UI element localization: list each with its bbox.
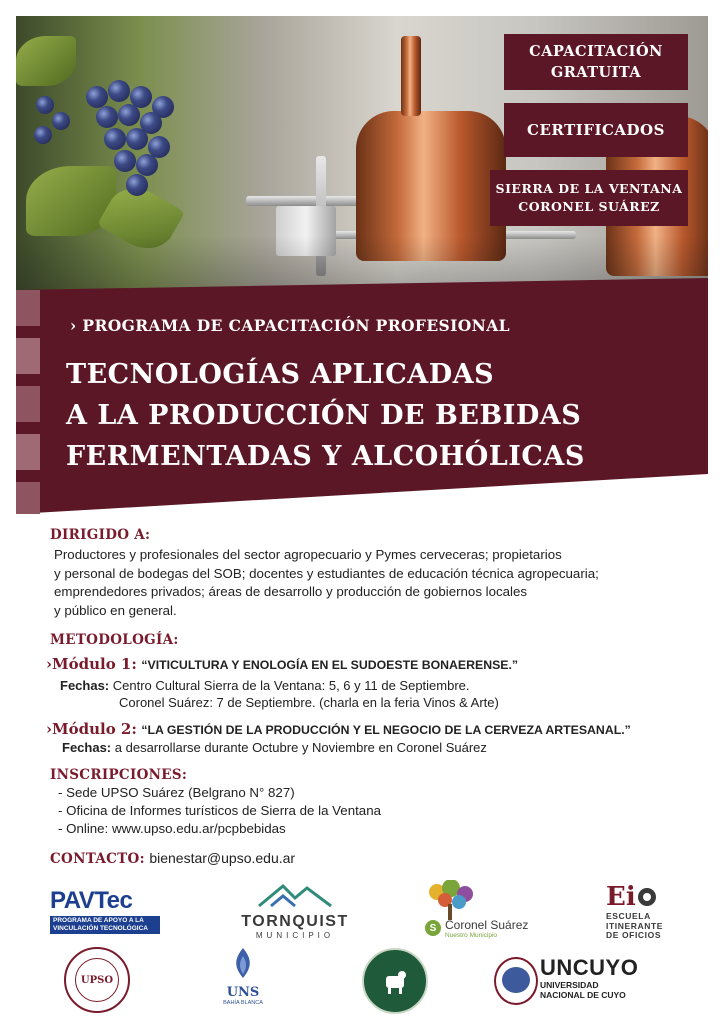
main-title [66,354,585,477]
contacto [50,849,295,868]
list-item: - Oficina de Informes turísticos de Sierra de la Ventana [58,803,381,818]
inscripciones-list [58,784,381,838]
uncuyo-seal-icon [494,957,538,1005]
contacto-email[interactable]: bienestar@upso.edu.ar [149,850,296,866]
tornquist-name: TORNQUIST [241,913,349,930]
coronel-sub: Nuestro Municipio [445,932,498,939]
uns-sub: BAHÍA BLANCA [223,1000,263,1006]
modulo-2-name: “LA GESTIÓN DE LA PRODUCCIÓN Y EL NEGOCIO DE LA CERVEZA ARTESANAL.” [141,723,631,737]
tag-line: GRATUITA [550,64,642,81]
uncuyo-sub-line: NACIONAL DE CUYO [540,990,626,1000]
list-item: - Sede UPSO Suárez (Belgrano N° 827) [58,785,295,800]
mountains-icon [255,882,335,908]
title-line: TECNOLOGÍAS APLICADAS [66,359,495,390]
uncuyo-sub [540,980,638,1000]
fechas-line: Centro Cultural Sierra de la Ventana: 5, 6 y 11 de Septiembre. [112,678,470,693]
modulo-1-fechas [60,678,499,711]
cow-icon [380,966,410,996]
pavtec-sub-line: VINCULACIÓN TECNOLÓGICA [53,925,148,932]
modulo-2 [46,720,631,739]
pavtec-name: PAVTec [50,887,133,914]
tornquist-logo [235,882,355,942]
dirigido-text [54,546,599,620]
dirigido-line: y público en general. [54,602,177,618]
dirigido-heading: DIRIGIDO A: [50,527,151,543]
program-line: › PROGRAMA DE CAPACITACIÓN PROFESIONAL [70,316,510,335]
pavtec-subtitle [50,916,160,934]
upso-logo [64,947,130,1013]
modulo-2-label: ›Módulo 2: [46,720,137,738]
tree-icon [423,880,477,920]
contacto-label: CONTACTO: [50,851,145,867]
title-line: A LA PRODUCCIÓN DE BEBIDAS [66,400,582,431]
uncuyo-sub-line: UNIVERSIDAD [540,980,599,990]
pavtec-sub-line: PROGRAMA DE APOYO A LA [53,917,144,924]
eio-line: ESCUELA [606,911,651,921]
fechas-line: Coronel Suárez: 7 de Septiembre. (charla en la feria Vinos & Arte) [119,694,499,710]
coronel-suarez-logo [415,880,545,942]
fechas-label: Fechas: [62,740,112,755]
eio-line: ITINERANTE [606,920,663,931]
agro-school-logo [362,948,428,1014]
title-line: FERMENTADAS Y ALCOHÓLICAS [66,441,585,472]
eio-text [606,912,686,941]
modulo-1 [46,655,518,674]
modulo-1-label: ›Módulo 1: [46,655,137,673]
upso-mark: UPSO [80,974,114,986]
uncuyo-name: UNCUYO [540,955,639,980]
tag-line: CORONEL SUÁREZ [518,199,660,214]
list-item: - Online: www.upso.edu.ar/pcpbebidas [58,821,286,836]
fechas-line: a desarrollarse durante Octubre y Noviembre en Coronel Suárez [114,740,487,755]
tag-capacitacion-gratuita [504,34,688,90]
uncuyo-logo [540,956,638,1000]
tag-line: CAPACITACIÓN [529,43,663,60]
tag-line: CERTIFICADOS [527,121,665,139]
tag-certificados [504,103,688,157]
uns-logo [210,946,276,1012]
gear-icon [636,886,658,908]
flame-icon [223,946,263,980]
pavtec-logo [50,887,160,937]
eio-logo [606,882,686,944]
tag-sedes [490,170,688,226]
dirigido-line: y personal de bodegas del SOB; docentes y estudiantes de educación técnica agropecuaria; [54,565,599,581]
coronel-mark-icon: S [425,920,441,936]
coronel-name: Coronel Suárez [445,918,529,932]
dirigido-line: emprendedores privados; áreas de desarrollo y producción de gobiernos locales [54,584,528,599]
metodologia-heading: METODOLOGÍA: [50,632,179,648]
tag-line: SIERRA DE LA VENTANA [495,181,683,196]
eio-line: DE OFICIOS [606,930,662,940]
dirigido-line: Productores y profesionales del sector agropecuario y Pymes cerveceras; propietarios [54,547,562,562]
inscripciones-heading: INSCRIPCIONES: [50,767,188,783]
vine-leaf [16,36,76,86]
modulo-1-name: “VITICULTURA Y ENOLOGÍA EN EL SUDOESTE BONAERENSE.” [141,658,519,672]
tornquist-sub: MUNICIPIO [255,931,335,940]
eio-mark: Ei [606,882,636,912]
modulo-2-fechas [62,739,487,758]
uns-mark: UNS [226,985,260,1000]
fechas-label: Fechas: [60,678,110,693]
